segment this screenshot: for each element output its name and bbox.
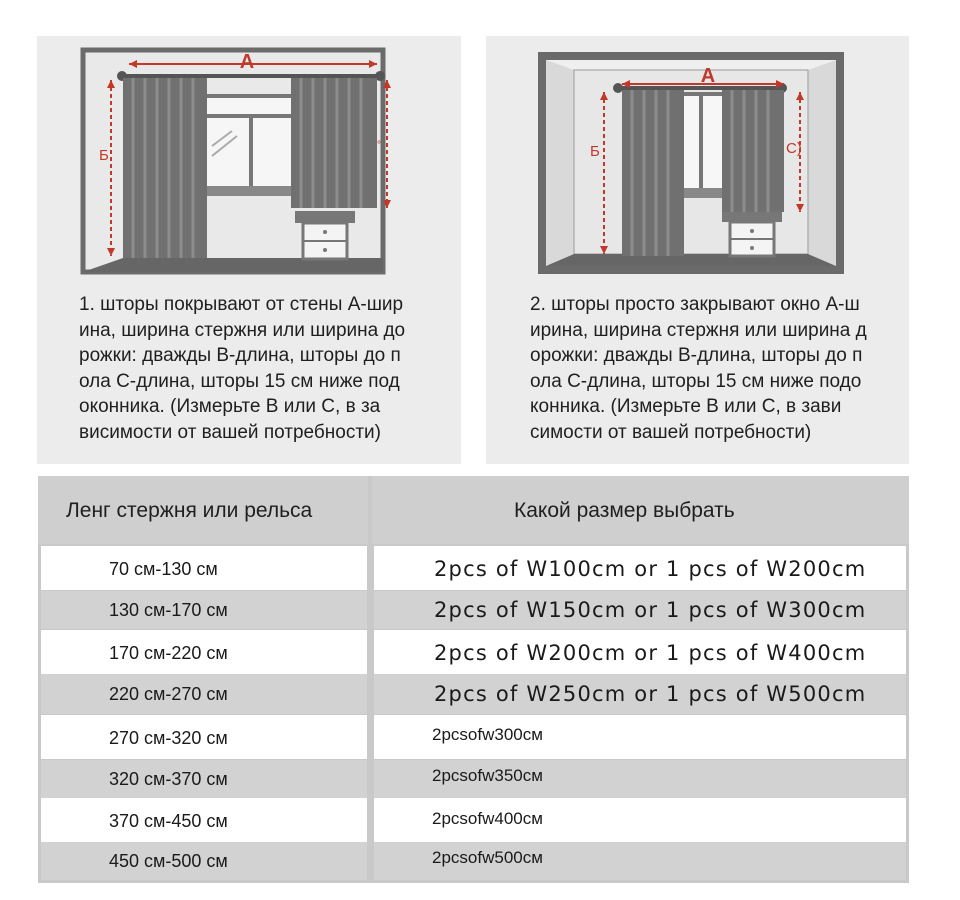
table-row (41, 842, 906, 880)
label-b: Б (99, 147, 109, 164)
table-header (38, 476, 909, 544)
sill-shelf (295, 211, 355, 223)
table-row (41, 630, 906, 674)
label-a: A (239, 51, 255, 73)
rod-range: 320 см-370 см (109, 769, 228, 789)
instruction-text: 1. шторы покрывают от стены A-шир ина, ширина стержня или ширина до рожки: дважды B-длина, шторы до п ола C-длина, шторы 15 см ниже под оконника. (Измерьте B или C, в за висимости от вашей потребности) (79, 294, 406, 443)
size-option: 2pcsofw300cм (432, 725, 543, 744)
curtain-diagram-recess (486, 36, 909, 286)
rod-range: 130 см-170 см (109, 600, 228, 620)
instruction-text: 2. шторы просто закрывают окно A-ш ирина, ширина стержня или ширина д орожки: дважды B-длина, шторы до п ола C-длина, шторы 15 см ниже подо конника. (Измерьте B или C, в зави симости от вашей потребности) (530, 294, 867, 443)
size-option: 2pcs of W200cm or 1 pcs of W400cm (434, 641, 867, 665)
rod-range: 220 см-270 см (109, 684, 228, 704)
header-rod-length: Ленг стержня или рельса (66, 499, 313, 522)
size-option: 2pcs of W150cm or 1 pcs of W300cm (434, 598, 867, 622)
header-size-choice: Какой размер выбрать (514, 499, 735, 522)
illustration-panel-window-only (486, 36, 909, 464)
curtain-diagram-wide (37, 36, 461, 286)
floor (546, 254, 836, 266)
table-row (41, 715, 906, 759)
right-curtain (722, 90, 784, 212)
size-table (38, 476, 909, 883)
rod-range: 270 см-320 см (109, 728, 228, 748)
size-option: 2pcs of W250cm or 1 pcs of W500cm (434, 682, 867, 706)
size-option: 2pcs of W100cm or 1 pcs of W200cm (434, 557, 867, 581)
rod-range: 370 см-450 см (109, 811, 228, 831)
table-row (41, 798, 906, 842)
rod-range: 170 см-220 см (109, 643, 228, 663)
table-row (41, 591, 906, 629)
illustration-panel-wall-to-wall (37, 36, 461, 464)
table-row (41, 674, 906, 714)
label-a: A (700, 65, 716, 87)
size-option: 2pcsofw350cм (432, 766, 543, 785)
rod-range: 450 см-500 см (109, 851, 228, 871)
table-row (41, 546, 906, 590)
left-curtain (622, 90, 684, 256)
table-row (41, 760, 906, 798)
recess-left (546, 60, 574, 266)
left-curtain (123, 78, 207, 258)
label-b: Б (590, 143, 600, 160)
size-option: 2pcsofw500cм (432, 848, 543, 867)
label-c: ° (377, 140, 381, 151)
rod-range: 70 см-130 см (109, 559, 218, 579)
label-c: C) (786, 140, 802, 157)
right-curtain (291, 78, 377, 208)
recess-right (808, 60, 836, 266)
size-option: 2pcsofw400cм (432, 809, 543, 828)
